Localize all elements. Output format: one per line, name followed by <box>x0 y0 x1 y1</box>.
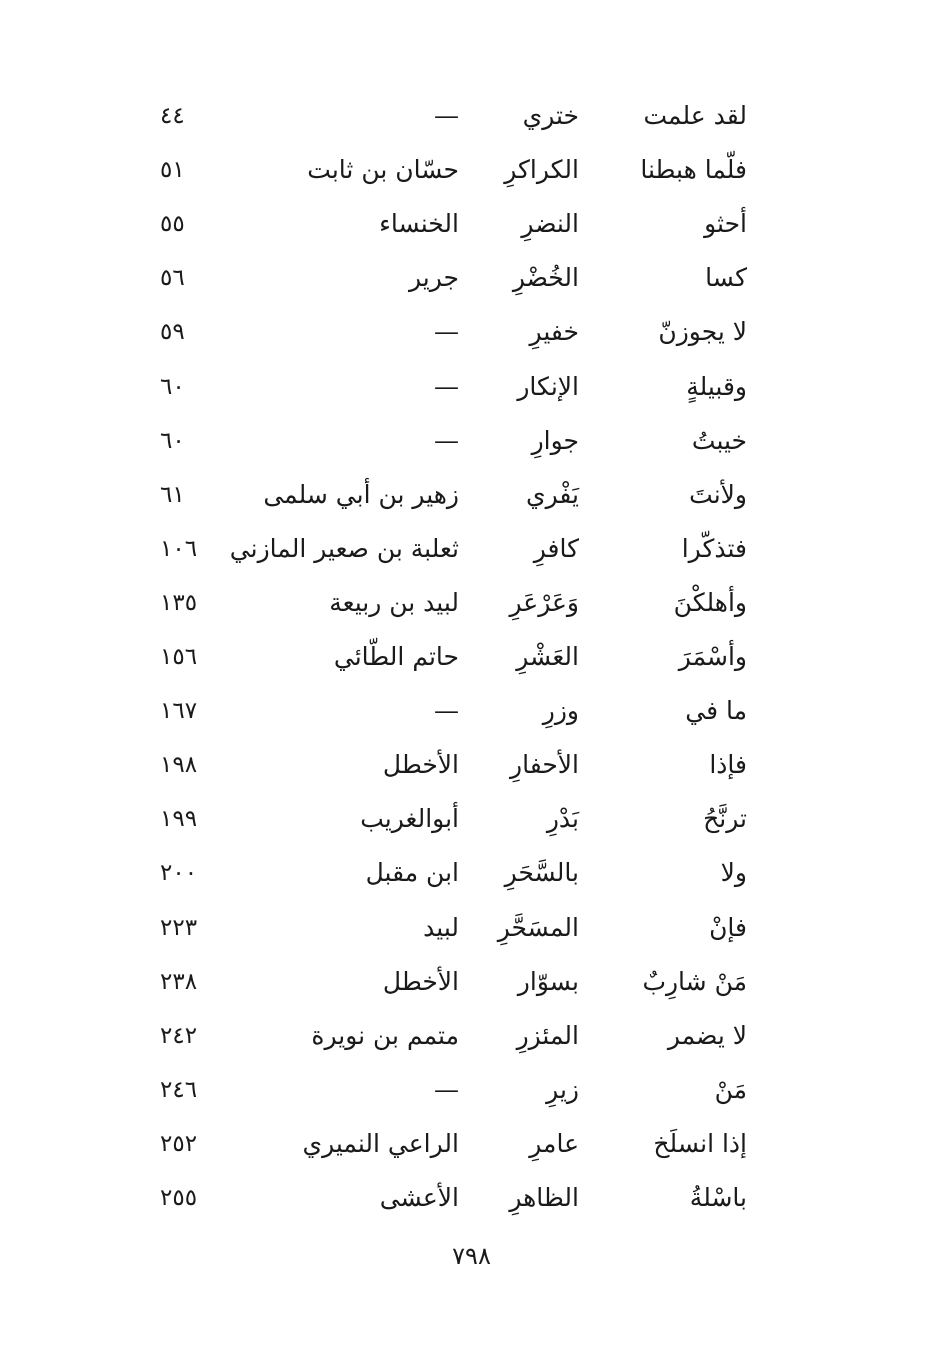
page-reference: ١٦٧ <box>160 698 198 725</box>
page-reference: ١٩٨ <box>160 752 198 779</box>
verse-first-words: فتذكّرا <box>681 533 747 563</box>
poet-name: — <box>434 696 459 726</box>
verse-rhyme-word: الظاهرِ <box>509 1183 579 1212</box>
page-reference: ٤٤ <box>160 103 185 129</box>
verse-rhyme-word: زيرِ <box>546 1074 579 1104</box>
page-reference: ١٠٦ <box>160 535 198 562</box>
verse-rhyme-word: وزرِ <box>542 696 579 726</box>
table-row <box>0 576 943 630</box>
verse-rhyme-word: الإنكار <box>517 371 579 401</box>
poet-name: ثعلبة بن صعير المازني <box>229 533 459 563</box>
page-reference: ٦١ <box>160 481 185 508</box>
page-reference: ٢٤٦ <box>160 1076 198 1103</box>
page-reference: ٢٥٥ <box>160 1185 198 1211</box>
verse-first-words: لقد علمت <box>643 101 747 130</box>
poet-name: متمم بن نويرة <box>311 1020 459 1050</box>
verse-first-words: مَنْ <box>714 1074 747 1104</box>
table-row <box>0 1009 943 1063</box>
verse-rhyme-word: ختري <box>522 101 579 130</box>
poet-name: لبيد <box>423 912 459 942</box>
page-reference: ٥٥ <box>160 211 185 238</box>
table-row <box>0 630 943 684</box>
verse-rhyme-word: بَدْرِ <box>546 804 579 834</box>
poet-name: — <box>434 317 459 347</box>
verse-first-words: مَنْ شارِبٌ <box>642 966 747 996</box>
table-row <box>0 901 943 955</box>
verse-rhyme-word: المسَحَّرِ <box>497 912 579 942</box>
poet-name: الخنساء <box>379 209 459 239</box>
verse-first-words: ترنَّحُ <box>703 804 747 834</box>
page-reference: ٢٣٨ <box>160 968 198 995</box>
verse-first-words: لا يجوزنّ <box>658 317 747 347</box>
page-reference: ٢٢٣ <box>160 914 198 941</box>
table-row <box>0 955 943 1009</box>
verse-rhyme-word: بسوّار <box>517 966 579 996</box>
table-row <box>0 1117 943 1171</box>
poet-name: — <box>434 425 459 455</box>
table-row <box>0 360 943 414</box>
verse-first-words: فإذا <box>709 750 747 780</box>
table-row <box>0 1063 943 1117</box>
table-row <box>0 468 943 522</box>
table-row <box>0 305 943 359</box>
poet-name: جرير <box>409 263 459 293</box>
table-row <box>0 197 943 251</box>
verse-rhyme-word: العَشْرِ <box>516 642 579 671</box>
verse-first-words: وقبيلةٍ <box>686 371 747 401</box>
page-reference: ٥١ <box>160 157 185 184</box>
poet-name: حسّان بن ثابت <box>307 155 459 185</box>
verse-first-words: أحثو <box>704 209 747 239</box>
table-row <box>0 143 943 197</box>
verse-first-words: ولا <box>720 858 747 888</box>
verse-first-words: ولأنتَ <box>689 479 747 509</box>
poet-name: أبوالغريب <box>360 804 459 834</box>
poet-name: — <box>434 101 459 130</box>
page-reference: ٢٤٢ <box>160 1022 198 1049</box>
page-reference: ٦٠ <box>160 427 185 454</box>
verse-first-words: كسا <box>705 263 747 293</box>
poet-name: الأخطل <box>382 750 459 780</box>
verse-rhyme-word: بالسَّحَرِ <box>504 858 579 888</box>
poet-name: — <box>434 1074 459 1104</box>
table-row <box>0 522 943 576</box>
page-reference: ١٩٩ <box>160 806 198 833</box>
page-number: ٧٩٨ <box>452 1242 491 1270</box>
verse-rhyme-word: كافرِ <box>533 533 579 563</box>
verse-first-words: لا يضمر <box>667 1020 747 1050</box>
poet-name: — <box>434 371 459 401</box>
table-row <box>0 792 943 846</box>
page-reference: ٢٠٠ <box>160 860 198 887</box>
page-reference: ١٥٦ <box>160 644 198 670</box>
page-reference: ٥٦ <box>160 265 185 292</box>
poet-name: ابن مقبل <box>365 858 459 888</box>
verse-first-words: ما في <box>685 696 747 726</box>
page-reference: ٥٩ <box>160 319 185 346</box>
table-row <box>0 251 943 305</box>
poet-name: الأعشى <box>379 1183 459 1212</box>
verse-rhyme-word: خفيرِ <box>529 317 579 347</box>
poet-name: لبيد بن ربيعة <box>329 587 459 617</box>
table-row <box>0 89 943 143</box>
table-row <box>0 738 943 792</box>
verse-first-words: إذا انسلَخ <box>653 1128 747 1158</box>
verse-rhyme-word: عامرِ <box>529 1128 579 1158</box>
table-row <box>0 684 943 738</box>
page-reference: ٢٥٢ <box>160 1130 198 1157</box>
verse-first-words: وأسْمَرَ <box>678 642 747 671</box>
table-row <box>0 846 943 900</box>
verse-first-words: فلّما هبطنا <box>640 155 747 185</box>
verse-first-words: باسْلةُ <box>689 1183 747 1212</box>
poet-name: الراعي النميري <box>302 1128 459 1158</box>
verse-rhyme-word: الأحفارِ <box>510 750 579 780</box>
page-reference: ٦٠ <box>160 373 185 400</box>
verse-first-words: وأهلكْنَ <box>673 587 747 617</box>
table-row <box>0 414 943 468</box>
poet-name: الأخطل <box>382 966 459 996</box>
verse-first-words: خيبتُ <box>691 425 747 455</box>
table-row <box>0 1171 943 1225</box>
verse-first-words: فإنْ <box>709 912 747 942</box>
verse-rhyme-word: المئزرِ <box>516 1020 579 1050</box>
verse-rhyme-word: النضرِ <box>521 209 579 239</box>
poet-name: زهير بن أبي سلمى <box>263 479 459 509</box>
poet-name: حاتم الطّائي <box>333 642 459 671</box>
verse-rhyme-word: الخُضْرِ <box>512 263 579 293</box>
page-reference: ١٣٥ <box>160 589 198 616</box>
verse-rhyme-word: يَفْري <box>526 479 579 509</box>
verse-rhyme-word: وَعَرْعَرِ <box>509 587 579 617</box>
verse-rhyme-word: الكراكرِ <box>504 155 579 185</box>
verse-rhyme-word: جوارِ <box>531 425 579 455</box>
